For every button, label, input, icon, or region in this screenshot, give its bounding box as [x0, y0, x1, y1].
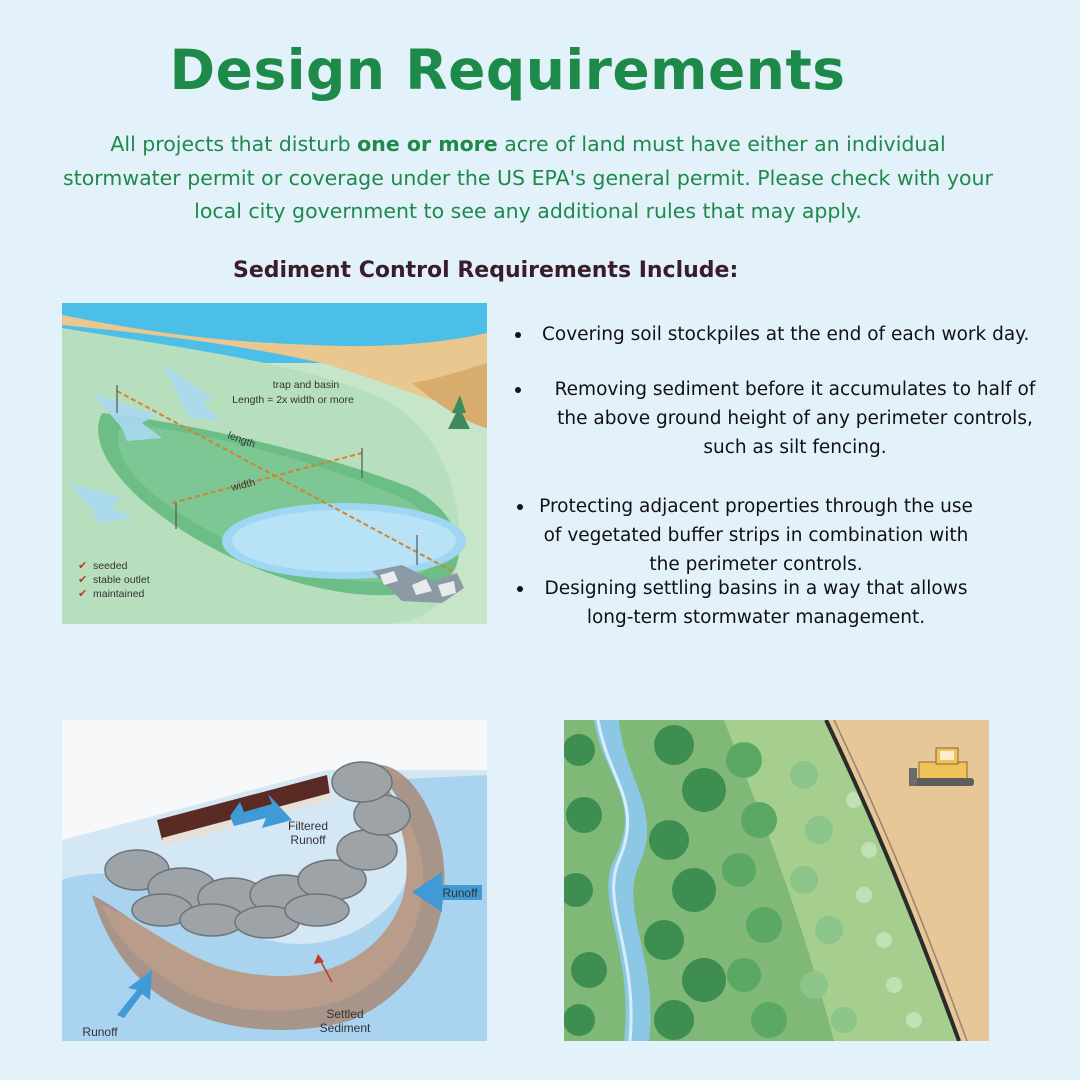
checklist-item: maintained — [93, 588, 145, 600]
check-icon: ✔ — [78, 587, 88, 600]
bullet-item — [534, 492, 978, 579]
basin-caption-line1: trap and basin — [272, 379, 340, 391]
runoff-label-right: Runoff — [442, 886, 478, 900]
bullet-dot — [517, 504, 523, 510]
bullet-dot — [515, 387, 521, 393]
check-icon: ✔ — [78, 559, 88, 572]
bullet-text: Covering soil stockpiles at the end of each work day. — [542, 324, 1030, 345]
checklist-item: stable outlet — [93, 574, 150, 586]
intro-text-start: All projects that disturb — [110, 132, 358, 156]
bullet-item — [512, 320, 1057, 349]
bullet-item — [534, 574, 978, 632]
sediment-filter-diagram — [62, 720, 487, 1041]
vegetated-buffer-illustration — [564, 720, 989, 1041]
filtered-runoff-label-2: Runoff — [290, 833, 326, 847]
page-title: Design Requirements — [169, 38, 846, 102]
width-label: width — [229, 476, 257, 494]
bullet-text: Removing sediment before it accumulates to half of the above ground height of any perimeter controls, such as silt fencing. — [554, 379, 1036, 458]
checklist-item: seeded — [93, 560, 128, 572]
intro-emphasis: one or more — [357, 132, 498, 156]
bullet-text: Protecting adjacent properties through the use of vegetated buffer strips in combination with the perimeter controls. — [539, 496, 973, 575]
settled-sediment-label-2: Sediment — [319, 1021, 371, 1035]
filtered-runoff-label-1: Filtered — [287, 819, 329, 833]
intro-paragraph — [50, 128, 1006, 229]
basin-diagram — [62, 303, 487, 624]
check-icon: ✔ — [78, 573, 88, 586]
bullet-dot — [517, 586, 523, 592]
bullet-item — [540, 375, 1050, 462]
length-label: length — [225, 429, 257, 451]
runoff-label-left: Runoff — [82, 1025, 118, 1039]
bullet-dot — [515, 332, 521, 338]
settled-sediment-label-1: Settled — [326, 1007, 364, 1021]
intro-text-end: acre of land must have either an individual stormwater permit or coverage under the US EPA's general permit. Please check with your local city government to see any additional rules that may apply. — [63, 132, 993, 223]
section-heading: Sediment Control Requirements Include: — [233, 258, 739, 283]
bullet-text: Designing settling basins in a way that allows long-term stormwater management. — [544, 578, 968, 628]
basin-caption-line2: Length = 2x width or more — [232, 394, 354, 406]
